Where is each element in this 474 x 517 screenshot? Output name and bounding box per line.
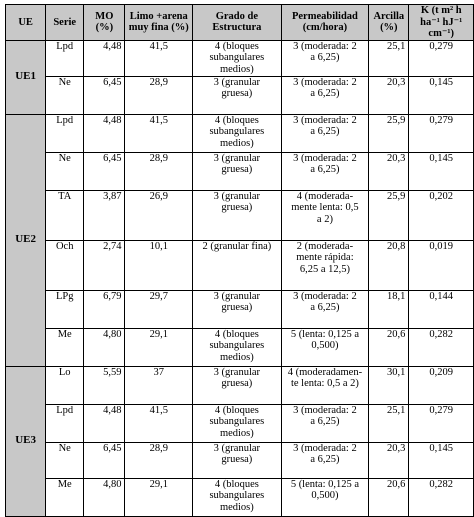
- limo-cell: 41,5: [125, 40, 193, 76]
- header-arcilla: Arcilla (%): [369, 5, 409, 41]
- ue-cell: UE2: [6, 114, 46, 366]
- table-container: [5, 4, 474, 517]
- k-cell: 0,145: [409, 76, 474, 114]
- k-cell: 0,019: [409, 240, 474, 290]
- erodibility-table: [5, 4, 474, 517]
- arcilla-cell: 20,3: [369, 76, 409, 114]
- header-k: K (t m² h ha⁻¹ hJ⁻¹ cm⁻¹): [409, 5, 474, 41]
- mo-cell: 6,79: [84, 290, 125, 328]
- serie-cell: Ne: [46, 152, 84, 190]
- header-mo: MO (%): [84, 5, 125, 41]
- table-row: [6, 290, 474, 328]
- arcilla-cell: 25,9: [369, 114, 409, 152]
- limo-cell: 28,9: [125, 152, 193, 190]
- limo-cell: 10,1: [125, 240, 193, 290]
- limo-cell: 41,5: [125, 114, 193, 152]
- limo-cell: 29,1: [125, 328, 193, 366]
- grado-cell: 4 (bloques subangulares medios): [193, 404, 282, 442]
- limo-cell: 28,9: [125, 442, 193, 478]
- ue-cell: UE1: [6, 40, 46, 114]
- mo-cell: 6,45: [84, 76, 125, 114]
- permeabilidad-cell: 3 (moderada: 2 a 6,25): [281, 114, 369, 152]
- k-cell: 0,279: [409, 404, 474, 442]
- permeabilidad-cell: 3 (moderada: 2 a 6,25): [281, 404, 369, 442]
- serie-cell: Lpd: [46, 114, 84, 152]
- arcilla-cell: 25,1: [369, 40, 409, 76]
- permeabilidad-cell: 3 (moderada: 2 a 6,25): [281, 40, 369, 76]
- k-cell: 0,145: [409, 152, 474, 190]
- permeabilidad-cell: 5 (lenta: 0,125 a 0,500): [281, 478, 369, 516]
- table-row: [6, 478, 474, 516]
- mo-cell: 6,45: [84, 152, 125, 190]
- arcilla-cell: 20,8: [369, 240, 409, 290]
- grado-cell: 4 (bloques subangulares medios): [193, 478, 282, 516]
- arcilla-cell: 30,1: [369, 366, 409, 404]
- serie-cell: Ne: [46, 442, 84, 478]
- grado-cell: 3 (granular gruesa): [193, 76, 282, 114]
- header-serie: Serie: [46, 5, 84, 41]
- permeabilidad-cell: 3 (moderada: 2 a 6,25): [281, 152, 369, 190]
- k-cell: 0,144: [409, 290, 474, 328]
- grado-cell: 3 (granular gruesa): [193, 442, 282, 478]
- grado-cell: 3 (granular gruesa): [193, 190, 282, 240]
- permeabilidad-cell: 4 (moderada- mente lenta: 0,5 a 2): [281, 190, 369, 240]
- limo-cell: 29,7: [125, 290, 193, 328]
- k-cell: 0,209: [409, 366, 474, 404]
- arcilla-cell: 20,6: [369, 328, 409, 366]
- permeabilidad-cell: 3 (moderada: 2 a 6,25): [281, 76, 369, 114]
- table-row: [6, 152, 474, 190]
- arcilla-cell: 18,1: [369, 290, 409, 328]
- table-row: [6, 240, 474, 290]
- table-row: [6, 328, 474, 366]
- k-cell: 0,282: [409, 478, 474, 516]
- table-row: [6, 40, 474, 76]
- permeabilidad-cell: 4 (moderadamen- te lenta: 0,5 a 2): [281, 366, 369, 404]
- table-row: [6, 76, 474, 114]
- header-limo: Limo +arena muy fina (%): [125, 5, 193, 41]
- table-row: [6, 114, 474, 152]
- serie-cell: Och: [46, 240, 84, 290]
- limo-cell: 41,5: [125, 404, 193, 442]
- serie-cell: Lpd: [46, 404, 84, 442]
- limo-cell: 37: [125, 366, 193, 404]
- table-row: [6, 190, 474, 240]
- k-cell: 0,279: [409, 114, 474, 152]
- grado-cell: 4 (bloques subangulares medios): [193, 40, 282, 76]
- mo-cell: 5,59: [84, 366, 125, 404]
- arcilla-cell: 25,1: [369, 404, 409, 442]
- header-permeabilidad: Permeabilidad (cm/hora): [281, 5, 369, 41]
- arcilla-cell: 20,3: [369, 442, 409, 478]
- k-cell: 0,279: [409, 40, 474, 76]
- mo-cell: 4,80: [84, 328, 125, 366]
- grado-cell: 4 (bloques subangulares medios): [193, 328, 282, 366]
- limo-cell: 26,9: [125, 190, 193, 240]
- serie-cell: Lpd: [46, 40, 84, 76]
- serie-cell: Ne: [46, 76, 84, 114]
- mo-cell: 3,87: [84, 190, 125, 240]
- serie-cell: Me: [46, 328, 84, 366]
- permeabilidad-cell: 5 (lenta: 0,125 a 0,500): [281, 328, 369, 366]
- mo-cell: 4,48: [84, 40, 125, 76]
- permeabilidad-cell: 3 (moderada: 2 a 6,25): [281, 442, 369, 478]
- limo-cell: 29,1: [125, 478, 193, 516]
- header-row: [6, 5, 474, 41]
- limo-cell: 28,9: [125, 76, 193, 114]
- grado-cell: 4 (bloques subangulares medios): [193, 114, 282, 152]
- table-body: [6, 40, 474, 516]
- permeabilidad-cell: 3 (moderada: 2 a 6,25): [281, 290, 369, 328]
- arcilla-cell: 25,9: [369, 190, 409, 240]
- arcilla-cell: 20,6: [369, 478, 409, 516]
- table-row: [6, 442, 474, 478]
- header-grado: Grado de Estructura: [193, 5, 282, 41]
- k-cell: 0,202: [409, 190, 474, 240]
- mo-cell: 6,45: [84, 442, 125, 478]
- serie-cell: Me: [46, 478, 84, 516]
- grado-cell: 3 (granular gruesa): [193, 152, 282, 190]
- k-cell: 0,282: [409, 328, 474, 366]
- mo-cell: 4,80: [84, 478, 125, 516]
- grado-cell: 2 (granular fina): [193, 240, 282, 290]
- serie-cell: TA: [46, 190, 84, 240]
- serie-cell: Lo: [46, 366, 84, 404]
- mo-cell: 2,74: [84, 240, 125, 290]
- table-row: [6, 366, 474, 404]
- ue-cell: UE3: [6, 366, 46, 516]
- mo-cell: 4,48: [84, 404, 125, 442]
- mo-cell: 4,48: [84, 114, 125, 152]
- serie-cell: LPg: [46, 290, 84, 328]
- header-ue: UE: [6, 5, 46, 41]
- grado-cell: 3 (granular gruesa): [193, 290, 282, 328]
- permeabilidad-cell: 2 (moderada- mente rápida: 6,25 a 12,5): [281, 240, 369, 290]
- grado-cell: 3 (granular gruesa): [193, 366, 282, 404]
- table-row: [6, 404, 474, 442]
- k-cell: 0,145: [409, 442, 474, 478]
- arcilla-cell: 20,3: [369, 152, 409, 190]
